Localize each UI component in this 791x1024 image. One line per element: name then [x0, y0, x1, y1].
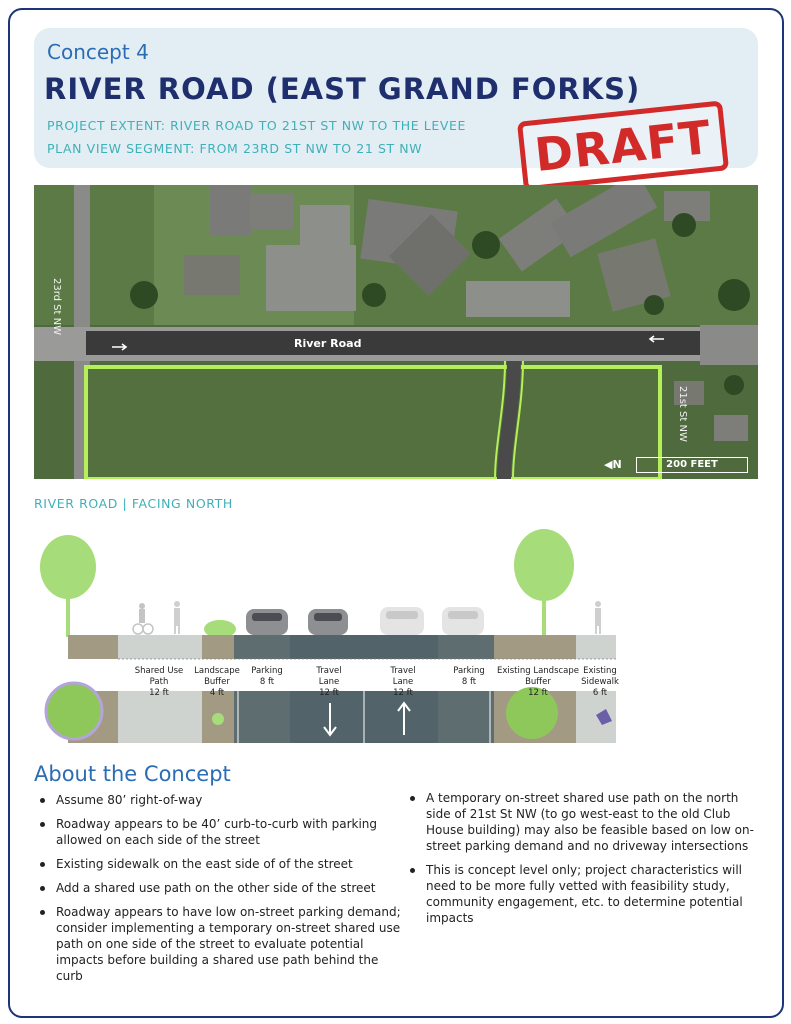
aerial-plan-view — [34, 185, 758, 479]
lane-label-existing-landscape-buffer — [492, 666, 584, 699]
list-item: Existing sidewalk on the east side of of the street — [34, 856, 404, 872]
list-item: Assume 80’ right-of-way — [34, 792, 404, 808]
east-street-label: 21st St NW — [677, 386, 688, 442]
cyclist-icon — [133, 603, 153, 634]
road-label: River Road — [294, 337, 362, 350]
lane-name: Shared Use Path — [134, 666, 184, 687]
pedestrian-icon — [595, 601, 601, 634]
north-arrow-icon: ◀ — [604, 458, 613, 471]
lane-name: Travel Lane — [316, 666, 342, 687]
about-heading: About the Concept — [34, 762, 231, 786]
lane-width: 4 ft — [209, 688, 225, 698]
lane-label-landscape-buffer — [194, 666, 240, 699]
lane-width: 6 ft — [592, 688, 608, 698]
lane-name: Landscape Buffer — [194, 666, 240, 687]
lane-name: Existing Sidewalk — [581, 666, 619, 687]
list-item: Roadway appears to be 40’ curb-to-curb with parking allowed on each side of the street — [34, 816, 404, 848]
concept-label: Concept 4 — [47, 40, 149, 64]
lane-width: 12 ft — [319, 688, 339, 698]
section-heading: RIVER ROAD | FACING NORTH — [34, 496, 233, 511]
north-arrow — [604, 458, 622, 471]
plan-view-segment: PLAN VIEW SEGMENT: FROM 23RD ST NW TO 21 ST NW — [47, 141, 423, 156]
cross-section-diagram — [34, 525, 758, 750]
west-street-label: 23rd St NW — [51, 278, 62, 336]
lane-label-travel-lane-northbound — [380, 666, 426, 699]
lane-label-parking-west — [244, 666, 290, 688]
lane-label-travel-lane-southbound — [306, 666, 352, 699]
lane-name: Travel Lane — [390, 666, 416, 687]
lane-width: 8 ft — [259, 677, 275, 687]
lane-label-shared-use-path — [128, 666, 190, 699]
car-icon — [308, 609, 348, 635]
car-icon — [380, 607, 424, 635]
scale-bar: 200 FEET — [636, 457, 748, 473]
north-label: N — [612, 458, 622, 471]
list-item: A temporary on-street shared use path on the north side of 21st St NW (to go west-east to the old Club House building) may also be feasible based on low on-street parking demand and no driveway intersections — [404, 790, 764, 854]
about-right-list — [404, 790, 764, 934]
car-icon — [442, 607, 484, 635]
tree-icon — [514, 529, 574, 637]
draft-stamp: DRAFT — [517, 100, 729, 191]
lane-name: Parking — [251, 666, 283, 676]
project-extent: PROJECT EXTENT: RIVER ROAD TO 21ST ST NW TO THE LEVEE — [47, 118, 466, 133]
list-item: This is concept level only; project characteristics will need to be more fully vetted with feasibility study, community engagement, etc. to determine potential impacts — [404, 862, 764, 926]
lane-width: 12 ft — [393, 688, 413, 698]
lane-width: 12 ft — [149, 688, 169, 698]
lane-width: 8 ft — [461, 677, 477, 687]
lane-width: 12 ft — [528, 688, 548, 698]
car-icon — [246, 609, 288, 635]
lane-label-existing-sidewalk — [576, 666, 624, 699]
tree-icon — [40, 535, 96, 637]
about-left-list — [34, 792, 404, 992]
lane-name: Existing Landscape Buffer — [496, 666, 580, 687]
lane-name: Parking — [453, 666, 485, 676]
pedestrian-icon — [174, 601, 180, 634]
page-title: RIVER ROAD (EAST GRAND FORKS) — [44, 72, 641, 106]
list-item: Add a shared use path on the other side of the street — [34, 880, 404, 896]
list-item: Roadway appears to have low on-street parking demand; consider implementing a temporary on-street shared use path on one side of the street to evaluate potential impacts before building a shared use path behind the curb — [34, 904, 404, 984]
lane-label-parking-east — [446, 666, 492, 688]
